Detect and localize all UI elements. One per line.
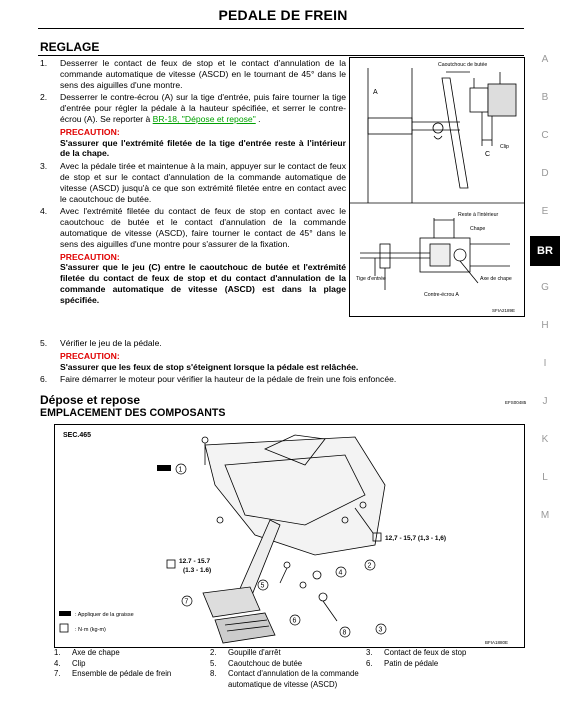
callout-number: 5 [260, 582, 265, 590]
label-c: C [485, 151, 491, 158]
legend-label: Contact de feux de stop [384, 648, 467, 657]
tab-i[interactable]: I [543, 358, 547, 369]
callout-number: 6 [292, 617, 297, 625]
grease-icon [157, 465, 171, 471]
tab-a[interactable]: A [541, 54, 549, 65]
tab-k[interactable]: K [541, 434, 549, 445]
label-contre-ecrou: Contre-écrou A [424, 292, 459, 298]
torque-value-1b: (1.3 - 1.6) [183, 567, 212, 574]
precaution-text: S'assurer que l'extrémité filetée de la tige d'entrée reste à l'intérieur de la chape. [60, 137, 346, 159]
sec-label: SEC.465 [63, 432, 92, 439]
legend-item [54, 648, 210, 659]
legend-grease-text: : Appliquer de la graisse [75, 612, 134, 618]
legend-item [366, 648, 524, 659]
callout-4 [336, 567, 346, 577]
label-a: A [373, 89, 378, 96]
legend-label: Axe de chape [72, 648, 120, 657]
legend-number: 3. [366, 648, 373, 657]
tab-e[interactable]: E [541, 206, 549, 217]
tab-l[interactable]: L [542, 472, 548, 483]
callout-number: 2 [367, 562, 372, 570]
tab-g[interactable]: G [541, 282, 549, 293]
step-text-part: . [255, 113, 261, 124]
step-number: 3. [40, 161, 48, 172]
reglage-steps-wide [40, 338, 520, 385]
step-text-part: Desserrer le contre-écrou (A) sur la tige d'entrée, puis faire tourner la tige d'entrée pour régler la pédale à la hauteur spécifiée, et serrer le contre-écrou (A). Se reporter à [60, 92, 346, 124]
callout-6 [290, 615, 300, 625]
step-number: 1. [40, 58, 48, 68]
section-reglage-heading: REGLAGE [40, 40, 100, 54]
callout-number: 7 [184, 598, 189, 606]
legend-label: Patin de pédale [384, 658, 439, 668]
legend-number: 1. [54, 648, 61, 657]
step-number: 5. [40, 338, 48, 348]
precaution-heading: PRECAUTION: [60, 126, 120, 137]
step-text: Vérifier le jeu de la pédale. [60, 338, 162, 348]
legend-item [54, 659, 210, 670]
tab-j[interactable]: J [542, 396, 548, 407]
tab-h[interactable]: H [541, 320, 549, 331]
tab-b[interactable]: B [541, 92, 549, 103]
figure-code: BFIA1880E [485, 640, 509, 645]
section-composants-heading: EMPLACEMENT DES COMPOSANTS [40, 407, 226, 419]
callout-number: 3 [378, 626, 383, 634]
callout-2 [365, 560, 375, 570]
precaution-heading: PRECAUTION: [60, 350, 120, 361]
legend-nm-text: : N·m (kg-m) [75, 627, 106, 633]
legend-number: 4. [54, 658, 61, 668]
step-number: 4. [40, 206, 48, 217]
callout-number: 1 [178, 466, 183, 474]
step-text: Faire démarrer le moteur pour vérifier la hauteur de la pédale de frein une fois enfoncée. [60, 374, 397, 385]
legend-number: 2. [210, 648, 217, 657]
legend-item [210, 669, 370, 690]
torque-icon [167, 560, 175, 568]
label-caoutchouc-butee: Caoutchouc de butée [438, 62, 488, 68]
step-3 [40, 161, 346, 204]
label-tige: Tige d'entrée [356, 276, 386, 282]
step-5 [40, 338, 520, 349]
label-axe: Axe de chape [480, 276, 512, 282]
legend-label: Ensemble de pédale de frein [72, 669, 172, 678]
components-diagram [55, 425, 524, 647]
components-figure [54, 424, 525, 648]
legend-number: 8. [210, 669, 217, 678]
tab-d[interactable]: D [541, 168, 549, 179]
callout-number: 8 [342, 629, 347, 637]
callout-1 [176, 464, 186, 474]
step-number: 2. [40, 92, 48, 103]
precaution-text: S'assurer que le jeu (C) entre le caoutchouc de butée et l'extrémité filetée du contact de feux de stop et du contact d'annulation de la commande automatique de vitesse (ASCD) est dans la plage spécifiée. [60, 262, 346, 305]
step-1 [40, 58, 346, 90]
callout-7 [182, 596, 192, 606]
tab-br[interactable]: BR [530, 236, 560, 266]
legend-row [54, 669, 524, 690]
title-divider [38, 28, 524, 29]
callout-3 [376, 624, 386, 634]
legend-item [54, 669, 210, 690]
torque-value-1a: 12.7 - 15.7 [179, 558, 211, 565]
step-4 [40, 206, 346, 249]
section-divider [38, 55, 524, 56]
precaution-heading: PRECAUTION: [60, 251, 120, 262]
precaution-text: S'assurer que les feux de stop s'éteignent lorsque la pédale est relâchée. [60, 361, 359, 372]
step-number: 6. [40, 374, 48, 385]
callout-number: 4 [338, 569, 343, 577]
step-text: Avec la pédale tirée et maintenue à la main, appuyer sur le contact de feux de stop et sur le contact d'annulation de la commande automatique de vitesse (ASCD) jusqu'à ce que son extrémité filetée entre en contact avec le caoutchouc de butée. [60, 161, 346, 204]
tab-c[interactable]: C [541, 130, 549, 141]
adjustment-figure [349, 57, 525, 317]
figure-code: SFIA2189E [492, 308, 516, 313]
adjustment-diagram [350, 58, 524, 316]
legend-label: Caoutchouc de butée [228, 658, 303, 668]
legend-item [210, 648, 366, 659]
step-6 [40, 374, 520, 385]
legend-item [366, 659, 524, 670]
page-code: EFS00485 [505, 400, 527, 405]
legend-label: Goupille d'arrêt [228, 648, 281, 657]
link-depose-repose[interactable]: BR-18, "Dépose et repose" [152, 113, 256, 124]
step-text: Avec l'extrémité filetée du contact de feux de stop en contact avec le caoutchouc de butée et le contact d'annulation de la commande automatique de vitesse (ASCD), faire tourner le contact de 45° dans le sens des aiguilles d'une montre pour s'assurer de la fixation. [60, 206, 346, 249]
legend-number: 7. [54, 669, 61, 678]
legend-label: Clip [72, 658, 86, 668]
step-text [60, 92, 346, 124]
reglage-steps [40, 58, 346, 306]
section-depose-heading: Dépose et repose [40, 393, 141, 407]
step-text: Desserrer le contact de feux de stop et le contact d'annulation de la commande automatique de vitesse (ASCD) en le tournant de 45° dans le sens des aiguilles d'une montre. [60, 58, 346, 90]
torque-value-2: 12,7 - 15,7 (1,3 - 1,6) [385, 535, 447, 542]
callout-5 [258, 580, 268, 590]
label-clip: Clip [500, 144, 509, 150]
legend-row [54, 648, 524, 659]
figure-legend [59, 611, 134, 633]
legend-number: 6. [366, 658, 373, 668]
label-chape: Chape [470, 226, 486, 232]
legend-item [210, 659, 366, 670]
step-2 [40, 92, 346, 124]
legend-number: 5. [210, 658, 217, 668]
legend-label: Contact d'annulation de la commande automatique de vitesse (ASCD) [228, 669, 359, 689]
parts-legend [54, 648, 524, 690]
tab-m[interactable]: M [540, 510, 550, 521]
callout-8 [340, 627, 350, 637]
legend-row [54, 659, 524, 670]
label-reste: Reste à l'intérieur [458, 212, 499, 218]
page-title: PEDALE DE FREIN [218, 7, 348, 23]
